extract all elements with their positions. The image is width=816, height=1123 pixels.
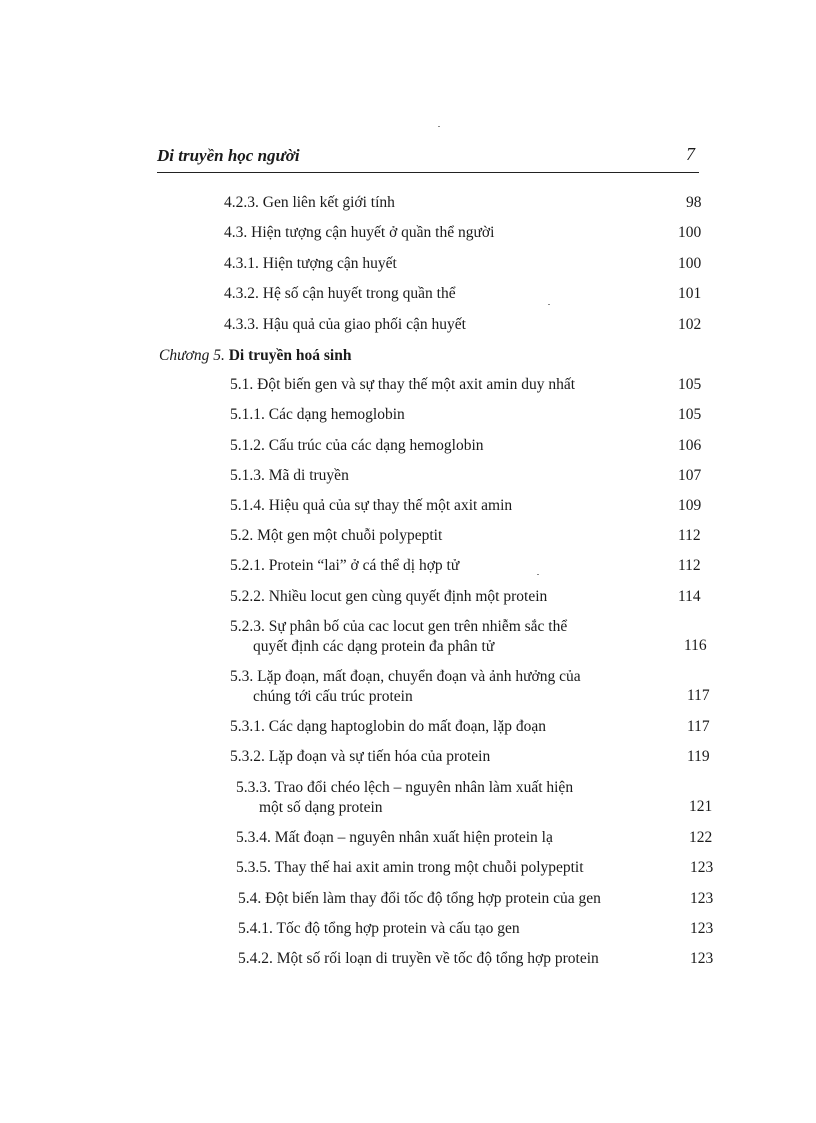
toc-entry-page: 112 (678, 557, 701, 574)
toc-entry-page: 119 (687, 748, 710, 765)
toc-entry-label (230, 667, 581, 707)
toc-entry-page: 105 (678, 376, 702, 393)
toc-entry-label: 5.1.1. Các dạng hemoglobin (230, 406, 405, 423)
toc-entry-label: 5.2.1. Protein “lai” ở cá thể dị hợp tử (230, 557, 460, 574)
running-header (157, 146, 699, 173)
toc-entry-label-line1: 5.3. Lặp đoạn, mất đoạn, chuyển đoạn và ảnh hưởng của (230, 668, 581, 685)
toc-entry-label (236, 778, 573, 818)
toc-entry-label: 5.2. Một gen một chuỗi polypeptit (230, 527, 443, 544)
scan-speck (548, 304, 550, 305)
toc-entry-page: 106 (678, 437, 702, 454)
toc-entry-label (230, 617, 567, 657)
toc-entry-label: 4.3.2. Hệ số cận huyết trong quần thể (224, 285, 456, 302)
toc-entry-label-line1: 5.3.3. Trao đổi chéo lệch – nguyên nhân làm xuất hiện (236, 779, 574, 796)
toc-entry-label: 4.3. Hiện tượng cận huyết ở quần thể người (224, 224, 495, 241)
toc-entry-page: 123 (690, 950, 714, 967)
toc-entry-label: 5.1.4. Hiệu quả của sự thay thế một axit amin (230, 497, 513, 514)
scan-speck (537, 574, 539, 575)
toc-entry-label-line2: quyết định các dạng protein đa phân tử (253, 638, 495, 655)
chapter-heading (159, 346, 351, 366)
toc-entry-page: 107 (678, 467, 702, 484)
toc-entry-page: 112 (678, 527, 701, 544)
toc-entry-page: 98 (686, 194, 702, 211)
toc-entry-page: 102 (678, 316, 702, 333)
toc-entry-page: 122 (689, 829, 713, 846)
toc-entry-label: 5.3.4. Mất đoạn – nguyên nhân xuất hiện protein lạ (236, 829, 553, 846)
page-number: 7 (686, 144, 695, 164)
toc-entry-page: 109 (678, 497, 702, 514)
toc-entry-page: 117 (687, 687, 710, 704)
toc-entry-label: 4.3.3. Hậu quả của giao phối cận huyết (224, 316, 466, 333)
toc-entry-page: 121 (689, 798, 713, 815)
toc-entry-page: 123 (690, 920, 714, 937)
toc-entry-label: 5.4.2. Một số rối loạn di truyền về tốc độ tổng hợp protein (238, 950, 599, 967)
chapter-prefix: Chương 5. (159, 347, 225, 364)
toc-entry-label-line1: 5.2.3. Sự phân bố của cac locut gen trên nhiễm sắc thể (230, 618, 568, 635)
toc-entry-label: 5.3.2. Lặp đoạn và sự tiến hóa của protein (230, 748, 491, 765)
toc-entry-label-line2: một số dạng protein (259, 799, 383, 816)
toc-entry-label-line2: chúng tới cấu trúc protein (253, 688, 413, 705)
toc-entry-label: 5.2.2. Nhiều locut gen cùng quyết định một protein (230, 588, 548, 605)
toc-entry-label: 5.4.1. Tốc độ tổng hợp protein và cấu tạo gen (238, 920, 520, 937)
toc-entry-page: 105 (678, 406, 702, 423)
toc-entry-label: 5.3.5. Thay thế hai axit amin trong một chuỗi polypeptit (236, 859, 584, 876)
toc-entry-label: 5.1.2. Cấu trúc của các dạng hemoglobin (230, 437, 484, 454)
toc-entry-label: 4.3.1. Hiện tượng cận huyết (224, 255, 397, 272)
toc-entry-page: 100 (678, 255, 702, 272)
toc-entry-page: 117 (687, 718, 710, 735)
toc-entry-page: 123 (690, 890, 714, 907)
toc-entry-page: 116 (684, 637, 707, 654)
toc-entry-page: 123 (690, 859, 714, 876)
toc-entry-label: 5.1.3. Mã di truyền (230, 467, 349, 484)
scan-speck (438, 126, 440, 127)
toc-entry-page: 114 (678, 588, 701, 605)
toc-entry-page: 100 (678, 224, 702, 241)
chapter-title: Di truyền hoá sinh (228, 347, 352, 364)
toc-entry-label: 5.4. Đột biến làm thay đổi tốc độ tổng hợp protein của gen (238, 890, 601, 907)
toc-entry-label: 5.3.1. Các dạng haptoglobin do mất đoạn, lặp đoạn (230, 718, 546, 735)
book-title: Di truyền học người (157, 146, 300, 165)
toc-entry-page: 101 (678, 285, 702, 302)
toc-entry-label: 4.2.3. Gen liên kết giới tính (224, 194, 395, 211)
toc-entry-label: 5.1. Đột biến gen và sự thay thế một axit amin duy nhất (230, 376, 576, 393)
